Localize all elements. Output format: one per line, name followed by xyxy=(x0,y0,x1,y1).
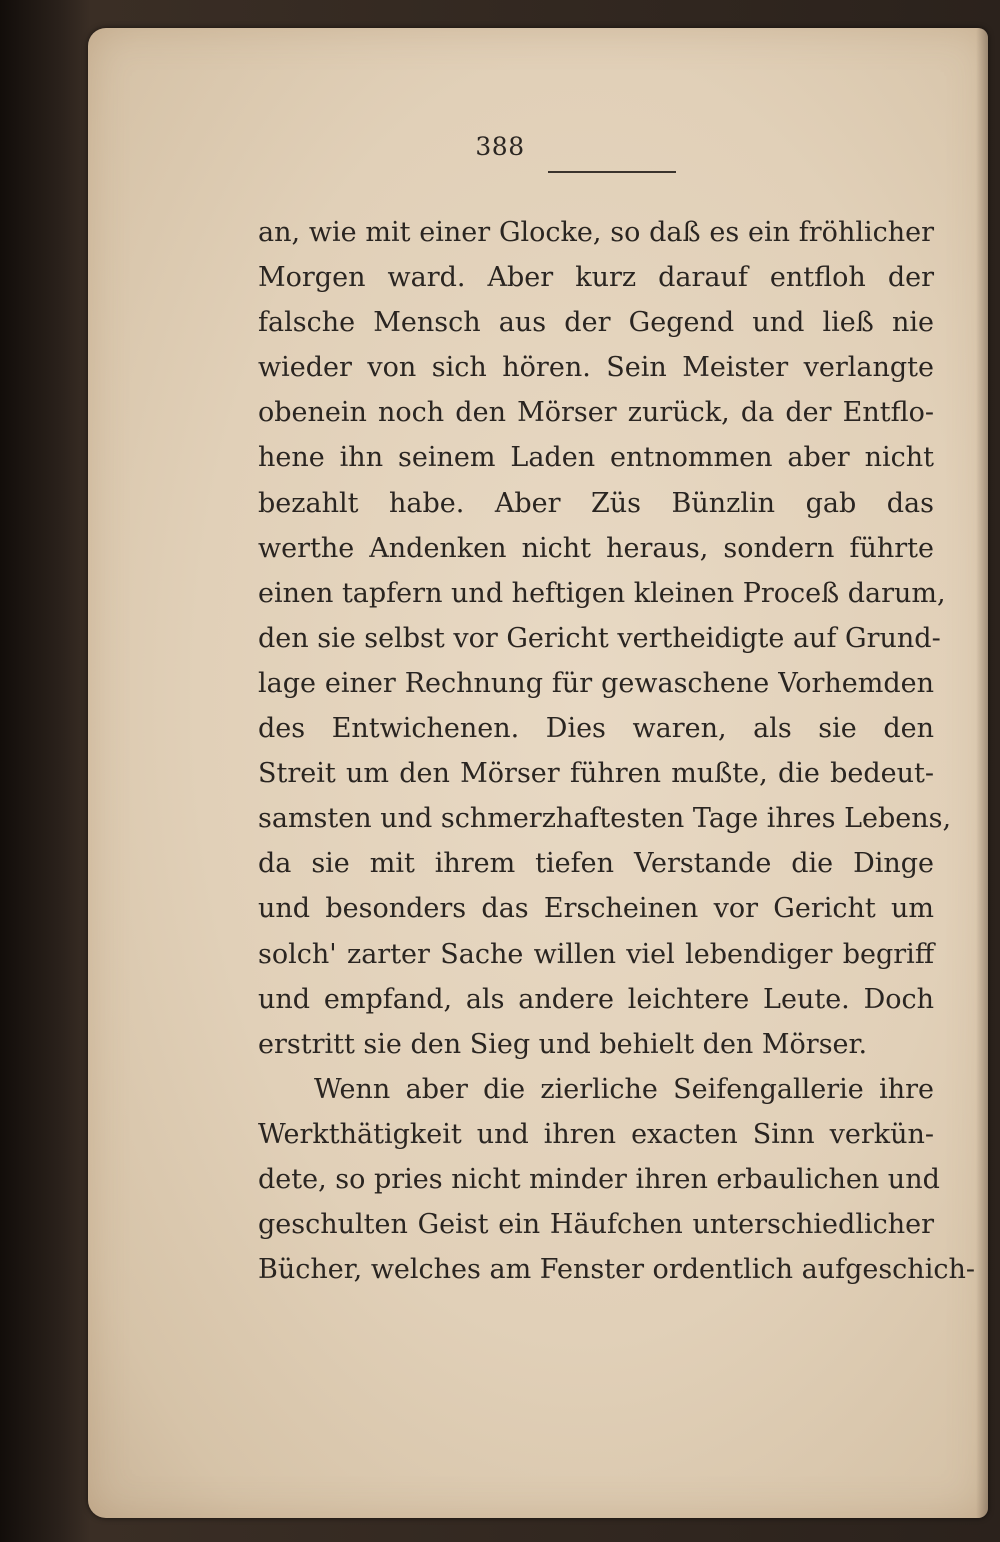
text-line: den sie selbst vor Gericht vertheidigte auf Grund- xyxy=(258,622,941,654)
paragraph-end-line: erstritt sie den Sieg und behielt den Mörser. xyxy=(258,1028,868,1060)
text-line: einen tapfern und heftigen kleinen Proceß darum, xyxy=(258,577,946,609)
text-line: Streit um den Mörser führen mußte, die bedeut- xyxy=(258,758,934,790)
page-number: 388 xyxy=(475,132,525,161)
text-line: wieder von sich hören. Sein Meister verlangte xyxy=(258,352,934,384)
paragraph-start-line: Wenn aber die zierliche Seifengallerie ihre xyxy=(314,1073,934,1105)
header-rule xyxy=(548,171,676,173)
text-line: und empfand, als andere leichtere Leute. Doch xyxy=(258,983,934,1015)
text-line: geschulten Geist ein Häufchen unterschiedlicher xyxy=(258,1209,934,1241)
text-line: samsten und schmerzhaftesten Tage ihres Lebens, xyxy=(258,803,952,835)
page-edge-shadow xyxy=(976,28,988,1518)
text-line: Bücher, welches am Fenster ordentlich aufgeschich- xyxy=(258,1254,975,1286)
text-line: Morgen ward. Aber kurz darauf entfloh der xyxy=(258,262,934,294)
text-line: lage einer Rechnung für gewaschene Vorhemden xyxy=(258,667,934,699)
text-line: werthe Andenken nicht heraus, sondern führte xyxy=(258,532,934,564)
text-line: hene ihn seinem Laden entnommen aber nicht xyxy=(258,442,934,474)
body-text xyxy=(258,210,975,1292)
text-line: Werkthätigkeit und ihren exacten Sinn verkün- xyxy=(258,1118,934,1150)
text-line: bezahlt habe. Aber Züs Bünzlin gab das xyxy=(258,487,934,519)
text-line: an, wie mit einer Glocke, so daß es ein fröhlicher xyxy=(258,217,934,248)
text-line: obenein noch den Mörser zurück, da der Entflo- xyxy=(258,397,934,429)
text-line: solch' zarter Sache willen viel lebendiger begriff xyxy=(258,938,934,970)
text-line: des Entwichenen. Dies waren, als sie den xyxy=(258,713,934,745)
text-line: da sie mit ihrem tiefen Verstande die Dinge xyxy=(258,848,934,880)
text-line: falsche Mensch aus der Gegend und ließ nie xyxy=(258,307,934,339)
text-line: und besonders das Erscheinen vor Gericht um xyxy=(258,893,934,925)
text-line: dete, so pries nicht minder ihren erbaulichen und xyxy=(258,1163,940,1195)
